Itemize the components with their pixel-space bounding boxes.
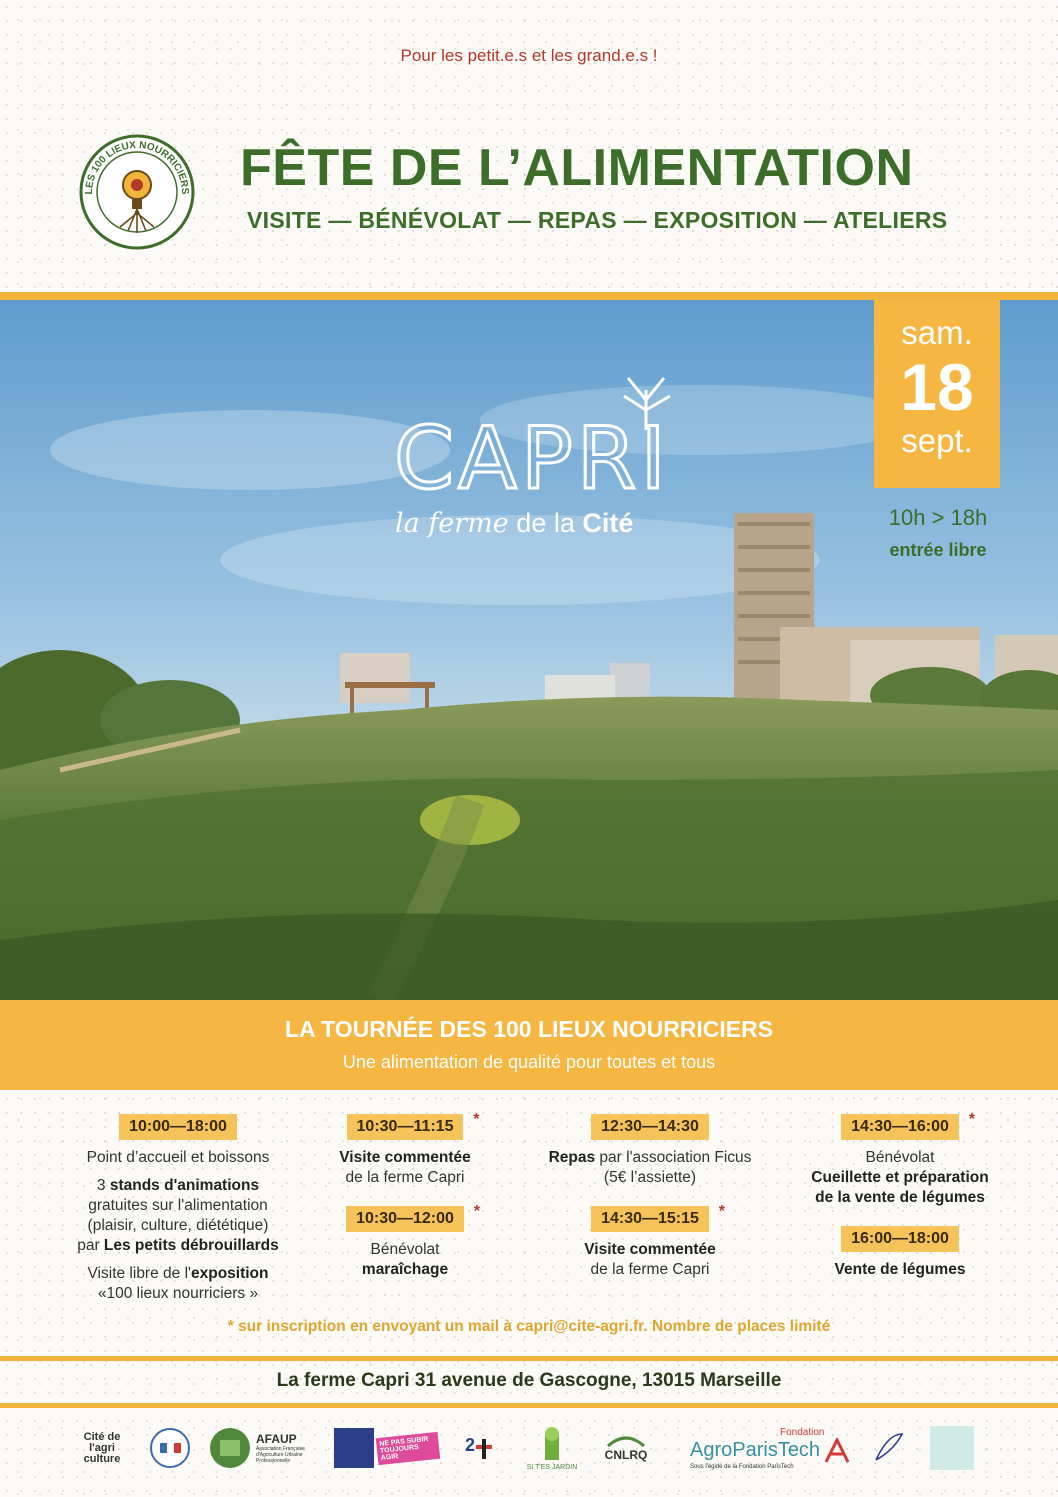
- registration-note: * sur inscription en envoyant un mail à capri@cite-agri.fr. Nombre de places limité: [227, 1318, 831, 1335]
- time-slot: 16:00—18:00: [841, 1226, 959, 1252]
- asterisk-icon: *: [473, 1203, 480, 1220]
- schedule-text: «100 lieux nourriciers »: [97, 1285, 259, 1302]
- schedule-column-2: [305, 1111, 505, 1280]
- date-box: [874, 300, 1000, 488]
- cite-agriculture-logo: Cité de l'agri culture: [83, 1430, 121, 1465]
- asterisk-icon: *: [968, 1111, 975, 1128]
- schedule-text: Bénévolat: [865, 1149, 935, 1166]
- asterisk-icon: *: [473, 1111, 480, 1128]
- date-month: sept.: [901, 422, 973, 459]
- schedule-text: de la ferme Capri: [590, 1261, 710, 1278]
- time-slot: 12:30—14:30: [591, 1114, 709, 1140]
- tagline: Pour les petit.e.s et les grand.e.s !: [400, 46, 658, 65]
- opening-hours: 10h > 18h: [888, 505, 988, 530]
- afaup-logo: AFAUP Association Française d'Agriculture Urbaine Professionnelle: [208, 1418, 318, 1478]
- schedule-text: Visite commentée: [584, 1241, 716, 1258]
- lieux-nourriciers-logo: [78, 133, 196, 251]
- event-title: FÊTE DE L’ALIMENTATION: [240, 139, 914, 197]
- partner-numeric-logo: [456, 1418, 502, 1478]
- schedule-text: 3 stands d'animations: [96, 1177, 260, 1194]
- banner-subtitle: Une alimentation de qualité pour toutes et tous: [342, 1052, 716, 1072]
- schedule-text: de la vente de légumes: [815, 1189, 985, 1206]
- schedule-text: par Les petits débrouillards: [77, 1237, 279, 1254]
- agroparistech-logo: Fondation AgroParisTech Sous l'égide de la Fondation ParisTech: [690, 1418, 850, 1478]
- schedule-column-4: [790, 1111, 1010, 1280]
- si-tes-jardin-logo: SI T'ES JARDIN: [520, 1418, 584, 1478]
- partner-square-logo: [928, 1418, 976, 1478]
- time-slot: 14:30—16:00 *: [841, 1114, 959, 1140]
- cnlrq-logo: CNLRQ: [596, 1418, 656, 1478]
- time-slot: 10:30—11:15 *: [347, 1114, 464, 1140]
- schedule-text: Visite commentée: [339, 1149, 471, 1166]
- schedule-column-1: [62, 1114, 294, 1304]
- schedule-text: Visite libre de l'exposition: [87, 1265, 269, 1282]
- date-number: 18: [900, 350, 974, 424]
- capri-subtitle: la ferme de la Cité: [395, 508, 634, 539]
- svg-text:LES 100 LIEUX NOURRICIERS: LES 100 LIEUX NOURRICIERS: [83, 139, 191, 195]
- time-slot: 10:30—12:00 *: [346, 1206, 464, 1232]
- schedule-text: Cueillette et préparation: [811, 1169, 989, 1186]
- emmaus-logo: NE PAS SUBIR TOUJOURS AGIR: [330, 1418, 442, 1478]
- schedule-text: Point d’accueil et boissons: [86, 1149, 270, 1166]
- tour-banner: [0, 1000, 1058, 1090]
- schedule-column-3: [520, 1114, 780, 1280]
- schedule-text: de la ferme Capri: [345, 1169, 465, 1186]
- entry-info: entrée libre: [889, 540, 987, 560]
- schedule-text: Vente de légumes: [834, 1261, 966, 1278]
- time-slot: 14:30—15:15 *: [591, 1206, 709, 1232]
- top-divider: [0, 292, 1058, 300]
- france-relance-logo: [144, 1418, 196, 1478]
- date-day: sam.: [901, 314, 973, 351]
- venue-address: La ferme Capri 31 avenue de Gascogne, 13015 Marseille: [276, 1370, 782, 1391]
- address-divider-top: [0, 1356, 1058, 1361]
- schedule-text: (5€ l’assiette): [603, 1169, 697, 1186]
- schedule-text: (plaisir, culture, diététique): [87, 1217, 269, 1234]
- address-divider-bottom: [0, 1403, 1058, 1408]
- schedule-text: gratuites sur l'alimentation: [88, 1197, 268, 1214]
- event-subtitle: VISITE — BÉNÉVOLAT — REPAS — EXPOSITION — ATELIERS: [247, 207, 948, 233]
- schedule-text: Repas par l'association Ficus: [548, 1149, 752, 1166]
- partner-logos: [0, 1418, 1058, 1478]
- svg-text:2: 2: [465, 1435, 476, 1455]
- svg-text:CAPRI: CAPRI: [394, 409, 670, 509]
- asterisk-icon: *: [718, 1203, 725, 1220]
- partner-feather-logo: [862, 1418, 914, 1478]
- schedule-text: maraîchage: [361, 1261, 449, 1278]
- schedule-text: Bénévolat: [370, 1241, 440, 1258]
- time-slot: 10:00—18:00: [119, 1114, 237, 1140]
- banner-title: LA TOURNÉE DES 100 LIEUX NOURRICIERS: [284, 1016, 774, 1042]
